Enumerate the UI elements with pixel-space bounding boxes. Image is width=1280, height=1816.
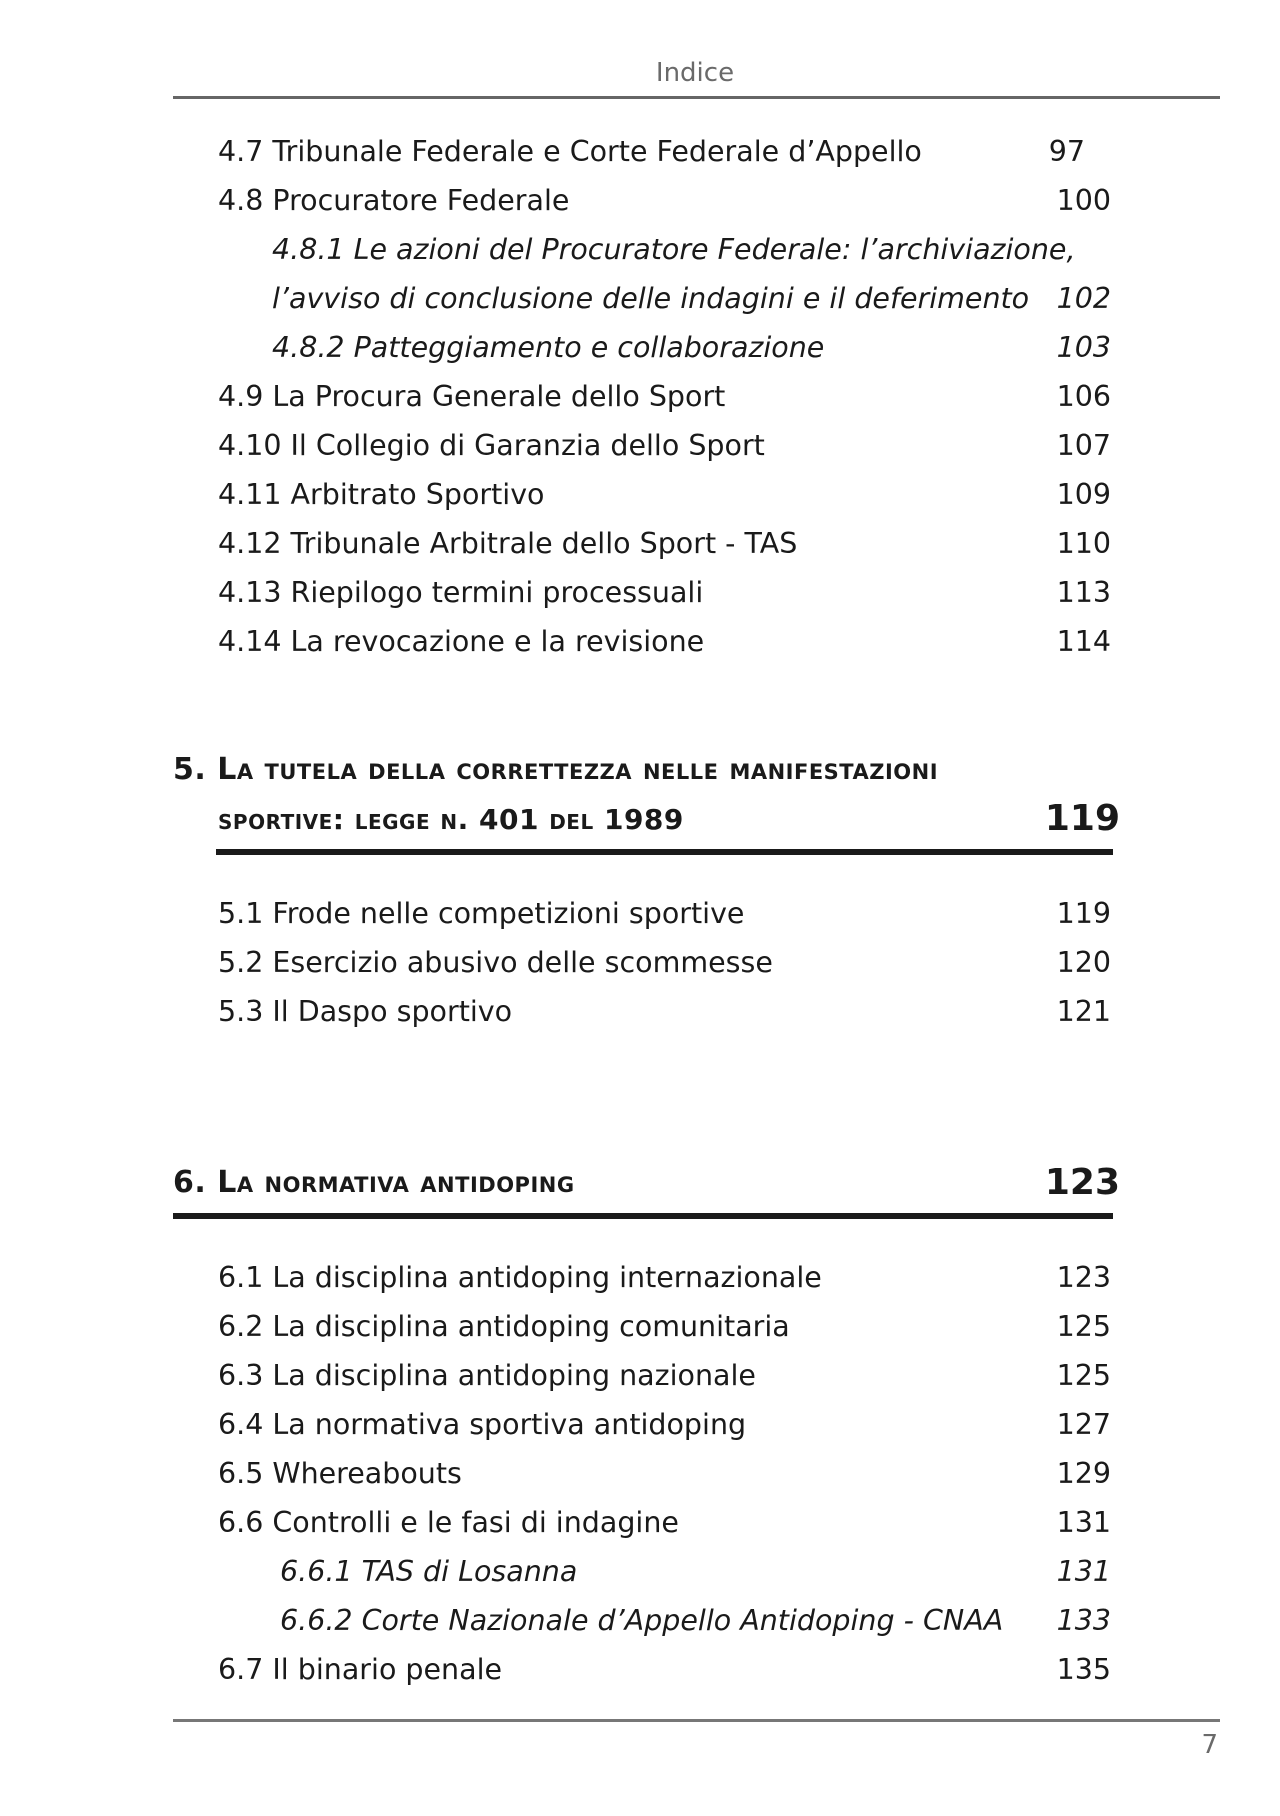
toc-entry-page: 131 <box>1056 1506 1111 1539</box>
toc-entry-page: 106 <box>1056 380 1111 413</box>
toc-entry-title: 4.9 La Procura Generale dello Sport <box>218 380 726 413</box>
running-head: Indice <box>655 58 735 88</box>
chapter-5-heading-line2[interactable]: sportive: legge n. 401 del 1989 <box>218 803 684 836</box>
toc-subentry[interactable] <box>0 323 1280 372</box>
toc-entry[interactable] <box>0 176 1280 225</box>
chapter-6-heading[interactable]: 6. La normativa antidoping <box>173 1165 575 1200</box>
toc-entry[interactable] <box>0 1400 1280 1449</box>
toc-entry-page: 121 <box>1056 995 1111 1028</box>
toc-entry-title: 4.11 Arbitrato Sportivo <box>218 478 545 511</box>
toc-entry[interactable] <box>0 372 1280 421</box>
toc-entry[interactable] <box>0 1302 1280 1351</box>
toc-entry-title: 4.13 Riepilogo termini processuali <box>218 576 704 609</box>
toc-entry-title: 6.5 Whereabouts <box>218 1457 462 1490</box>
toc-entry[interactable] <box>0 1449 1280 1498</box>
toc-entry-title: 4.8 Procuratore Federale <box>218 184 570 217</box>
toc-entry[interactable] <box>0 938 1280 987</box>
toc-entry[interactable] <box>0 889 1280 938</box>
toc-entry-page: 109 <box>1056 478 1111 511</box>
header-rule <box>173 96 1220 99</box>
toc-subentry[interactable] <box>0 225 1280 274</box>
toc-entry-title: 4.10 Il Collegio di Garanzia dello Sport <box>218 429 765 462</box>
toc-entry-page: 107 <box>1056 429 1111 462</box>
toc-entry-title: l’avviso di conclusione delle indagini e il deferimento <box>272 282 1030 315</box>
toc-entry-page: 135 <box>1056 1653 1111 1686</box>
toc-entry[interactable] <box>0 1253 1280 1302</box>
page-number: 7 <box>1201 1730 1218 1760</box>
toc-entry-title: 6.7 Il binario penale <box>218 1653 503 1686</box>
toc-entry-page: 102 <box>1056 282 1111 315</box>
toc-entry-page: 125 <box>1056 1359 1111 1392</box>
toc-entry[interactable] <box>0 421 1280 470</box>
toc-entry-title: 5.2 Esercizio abusivo delle scommesse <box>218 946 773 979</box>
toc-entry[interactable] <box>0 470 1280 519</box>
toc-entry-page: 133 <box>1056 1604 1111 1637</box>
toc-entry-title: 6.6 Controlli e le fasi di indagine <box>218 1506 679 1539</box>
chapter-6-page: 123 <box>1044 1162 1120 1203</box>
toc-entry-title: 5.3 Il Daspo sportivo <box>218 995 513 1028</box>
toc-entry-page: 120 <box>1056 946 1111 979</box>
toc-entry[interactable] <box>0 519 1280 568</box>
toc-entry-title: 6.1 La disciplina antidoping internazionale <box>218 1261 822 1294</box>
toc-entry[interactable] <box>0 617 1280 666</box>
toc-entry[interactable] <box>0 1351 1280 1400</box>
toc-entry[interactable] <box>0 1645 1280 1694</box>
toc-entry-page: 103 <box>1056 331 1111 364</box>
toc-entry-title: 5.1 Frode nelle competizioni sportive <box>218 897 745 930</box>
toc-entry[interactable] <box>0 568 1280 617</box>
toc-entry-title: 4.14 La revocazione e la revisione <box>218 625 705 658</box>
toc-entry-title: 6.6.2 Corte Nazionale d’Appello Antidoping - CNAA <box>280 1604 1004 1637</box>
footer-rule <box>173 1719 1220 1722</box>
toc-entry-title: 6.2 La disciplina antidoping comunitaria <box>218 1310 790 1343</box>
toc-entry-page: 114 <box>1056 625 1111 658</box>
toc-entry[interactable] <box>0 987 1280 1036</box>
chapter-6-rule <box>173 1213 1113 1219</box>
toc-entry[interactable] <box>0 127 1280 176</box>
chapter-5-heading-line1[interactable]: 5. La tutela della correttezza nelle manifestazioni <box>173 752 939 787</box>
toc-entry-page: 100 <box>1056 184 1111 217</box>
toc-subentry[interactable] <box>0 1547 1280 1596</box>
toc-entry-page: 131 <box>1056 1555 1111 1588</box>
toc-entry-page: 97 <box>1048 135 1085 168</box>
toc-entry-title: 4.8.1 Le azioni del Procuratore Federale: l’archiviazione, <box>272 233 1076 266</box>
toc-entry[interactable] <box>0 1498 1280 1547</box>
toc-subentry[interactable] <box>0 1596 1280 1645</box>
toc-entry-title: 6.6.1 TAS di Losanna <box>280 1555 578 1588</box>
toc-entry-page: 123 <box>1056 1261 1111 1294</box>
toc-entry-page: 110 <box>1056 527 1111 560</box>
chapter-5-rule <box>216 849 1113 855</box>
toc-subentry[interactable] <box>0 274 1280 323</box>
chapter-5-page: 119 <box>1044 798 1120 839</box>
toc-entry-page: 113 <box>1056 576 1111 609</box>
toc-entry-page: 125 <box>1056 1310 1111 1343</box>
toc-entry-page: 129 <box>1056 1457 1111 1490</box>
toc-entry-title: 6.4 La normativa sportiva antidoping <box>218 1408 747 1441</box>
toc-entry-page: 127 <box>1056 1408 1111 1441</box>
toc-entry-title: 4.8.2 Patteggiamento e collaborazione <box>272 331 825 364</box>
toc-entry-title: 6.3 La disciplina antidoping nazionale <box>218 1359 756 1392</box>
toc-entry-page: 119 <box>1056 897 1111 930</box>
toc-entry-title: 4.7 Tribunale Federale e Corte Federale d’Appello <box>218 135 922 168</box>
toc-entry-title: 4.12 Tribunale Arbitrale dello Sport - TAS <box>218 527 798 560</box>
